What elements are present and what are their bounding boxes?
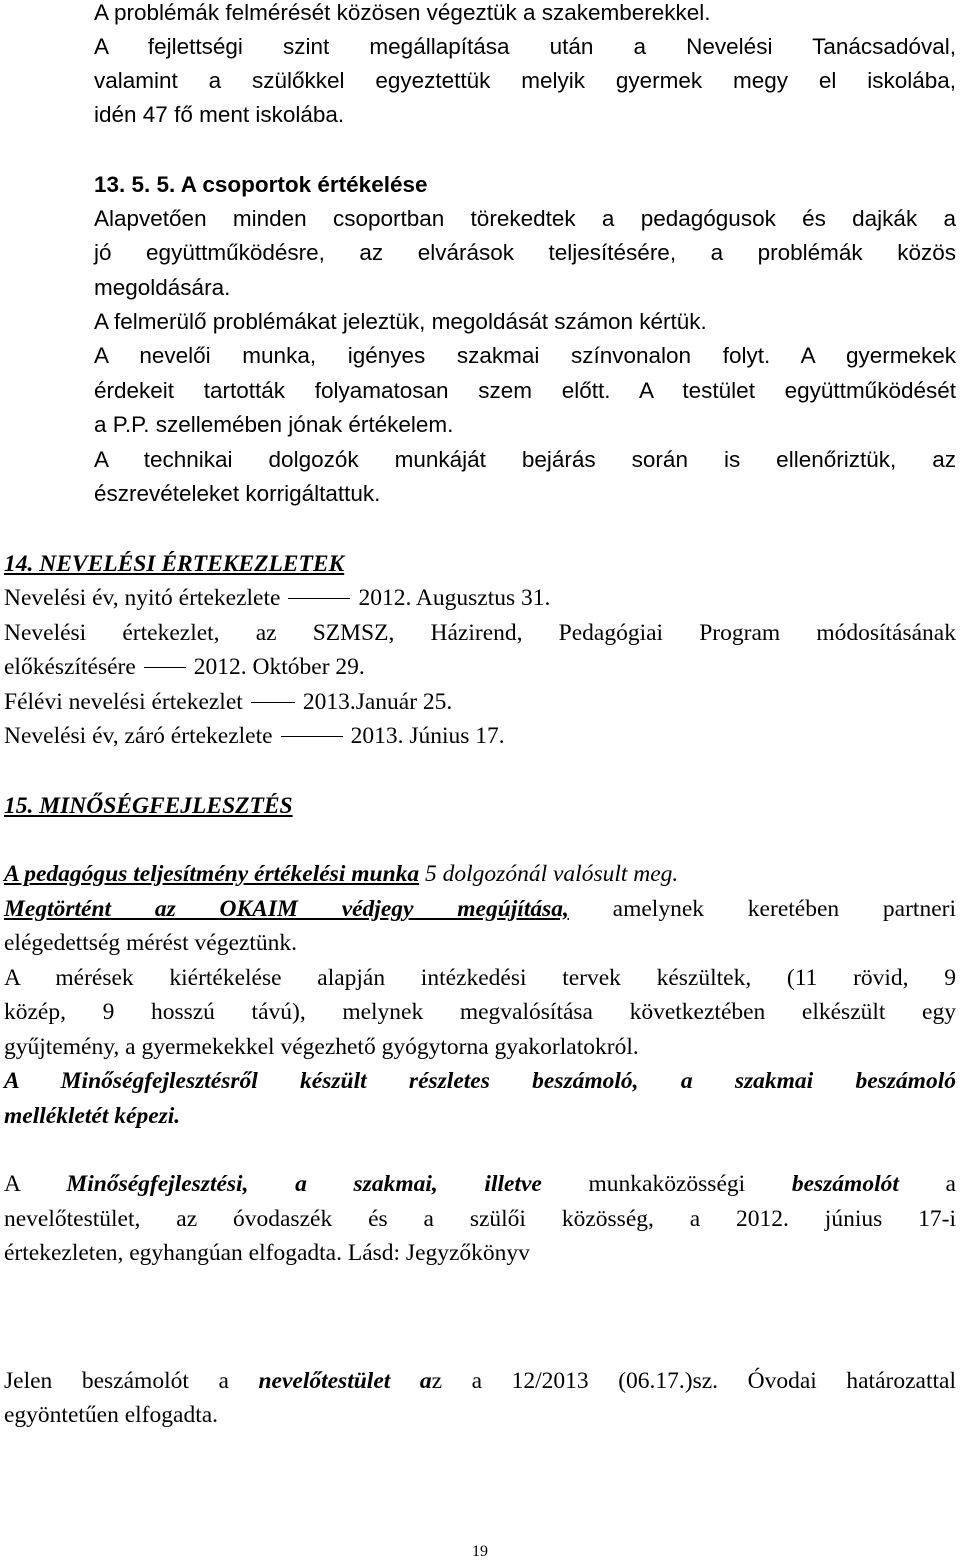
text-span: amelynek keretében partneri [568,896,956,922]
text-line: A felmerülő problémákat jeleztük, megoldását számon kértük. [94,309,707,334]
meeting-date: 2013.Január 25. [302,689,453,715]
text-span: a [898,1171,956,1197]
text-span: 5 dolgozónál valósult meg. [419,861,679,887]
text-line: észrevételeket korrigáltattuk. [94,481,381,506]
text-span: A [4,1171,67,1197]
text-line: mellékletét képezi. [4,1103,181,1129]
section-heading: 14. NEVELÉSI ÉRTEKEZLETEK [4,551,345,577]
text-line: A Minőségfejlesztésről készült részletes beszámoló, a szakmai beszámoló [4,1068,956,1094]
text-line: Alapvetően minden csoportban törekedtek a pedagógusok és dajkák a [94,206,956,231]
text-line: Nevelési értekezlet, az SZMSZ, Házirend, Pedagógiai Program módosításának [4,620,956,646]
text-span: Jelen beszámolót a [4,1368,259,1394]
text-line: A mérések kiértékelése alapján intézkedési tervek készültek, (11 rövid, 9 [4,965,956,991]
dash-line [288,598,350,599]
section-heading: 15. MINŐSÉGFEJLESZTÉS [4,793,293,819]
dash-line [144,667,186,668]
text-line: valamint a szülőkkel egyeztettük melyik gyermek megy el iskolába, [94,68,956,93]
text-line: megoldására. [94,275,231,300]
emphasis-text: beszámolót [791,1171,899,1197]
text-line [4,857,678,891]
meeting-item [4,719,505,753]
text-line: elégedettség mérést végeztünk. [4,930,297,956]
text-span: munkaközösségi [541,1171,792,1197]
meeting-label: Félévi nevelési értekezlet [4,689,243,715]
emphasis-text: A pedagógus teljesítmény értékelési munka [4,861,420,887]
meeting-date: 2012. Október 29. [193,654,365,680]
text-line [4,892,956,926]
text-line: értekezleten, egyhangúan elfogadta. Lásd: Jegyzőkönyv [4,1240,530,1266]
text-line: A technikai dolgozók munkáját bejárás során is ellenőriztük, az [94,447,956,472]
meeting-date: 2013. Június 17. [350,723,505,749]
dash-line [251,702,295,703]
meeting-item [4,581,550,615]
text-line: a P.P. szellemében jónak értékelem. [94,412,454,437]
page-number: 19 [472,1543,488,1560]
section-heading: 13. 5. 5. A csoportok értékelése [94,172,428,197]
emphasis-text: Minőségfejlesztési, a szakmai, illetve [66,1171,542,1197]
emphasis-text: Megtörtént az OKAIM védjegy megújítása, [4,896,569,922]
text-line: A fejlettségi szint megállapítása után a Nevelési Tanácsadóval, [94,34,956,59]
text-line: gyűjtemény, a gyermekekkel végezhető gyógytorna gyakorlatokról. [4,1034,639,1060]
text-line: jó együttműködésre, az elvárások teljesítésére, a problémák közös [94,240,956,265]
text-line: nevelőtestület, az óvodaszék és a szülői közösség, a 2012. június 17-i [4,1206,956,1232]
meeting-item [4,685,452,719]
meeting-label: Nevelési év, záró értekezlete [4,723,273,749]
emphasis-text: nevelőtestület a [258,1368,432,1394]
meeting-date: 2012. Augusztus 31. [358,585,551,611]
text-line [4,1364,956,1398]
text-line: idén 47 fő ment iskolába. [94,102,345,127]
text-line: egyöntetűen elfogadta. [4,1402,219,1428]
meeting-label: Nevelési év, nyitó értekezlete [4,585,281,611]
text-span: z a 12/2013 (06.17.)sz. Óvodai határozattal [431,1368,956,1394]
text-line: közép, 9 hosszú távú), melynek megvalósítása következtében elkészült egy [4,999,956,1025]
text-line: A problémák felmérését közösen végeztük a szakemberekkel. [94,0,711,25]
text-line: A nevelői munka, igényes szakmai színvonalon folyt. A gyermekek [94,343,956,368]
meeting-label: előkészítésére [4,654,136,680]
dash-line [281,736,343,737]
text-line [4,1167,956,1201]
text-line: érdekeit tartották folyamatosan szem előtt. A testület együttműködését [94,378,956,403]
meeting-item [4,650,365,684]
